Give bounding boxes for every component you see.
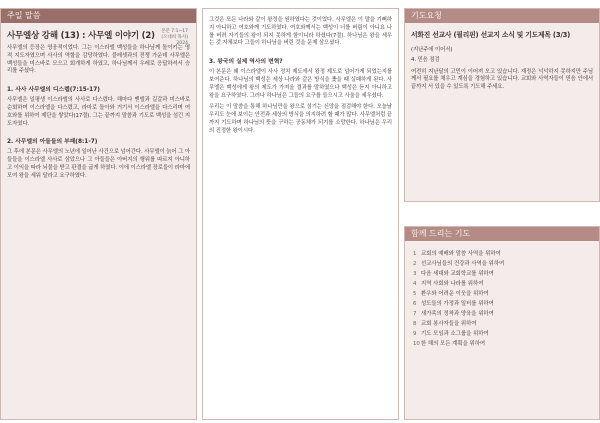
meta-line: 2024 [176, 41, 188, 46]
prayer-item [413, 339, 591, 349]
prayer-item-text: 교회 봉사자들을 위하여 [421, 321, 477, 327]
prayer-item-number: 2 [413, 261, 417, 267]
prayer-item-text: 성도들의 가정과 일터를 위하여 [421, 301, 494, 307]
sermon-intro: 사무엘의 등장은 영웅적이었다. 그는 이스라엘 백성들을 하나님께 돌이키는 영적 지도자였으며 사사의 역할을 감당하였다. 블레셋과의 전쟁 가운데 사무엘은 백성들을 미스바로 모으고 회개하게 하였고, 하나님께서 우레로 응답하셔서 승리를 주셨다. [7, 45, 190, 75]
prayer-item-text: 새가족의 정착과 양육을 위하여 [421, 311, 494, 317]
prayer-item-text: 기도 모임과 소그룹을 위하여 [421, 331, 489, 337]
prayer-list [413, 249, 591, 349]
prayer-card [404, 226, 600, 420]
prayer-item-number: 8 [413, 321, 417, 327]
sermon-section-heading: 2. 사무엘의 아들들의 부패(8:1-7) [7, 139, 98, 146]
prayer-item-number: 4 [413, 281, 417, 287]
meta-line: 본문 7:1~17 [161, 29, 188, 34]
sermon-title: 사무엘상 강해 (13) : 사무엘 이야기 (2) [7, 31, 155, 41]
mission-title: 서화진 선교사 (필리핀) 선교지 소식 및 기도제목 (3/3) [411, 31, 571, 39]
sermon-paragraph: 우리는 이 말씀을 통해 하나님만을 왕으로 섬기는 신앙을 점검해야 한다. 오늘날 우리도 눈에 보이는 안전과 세상의 방식을 의지하려 할 때가 많다. 사무엘처럼 끝까지 기도하며 하나님의 뜻을 구하는 공동체가 되기를 소망한다. 하나님은 우리의 진정한 왕이시다. [209, 104, 392, 134]
prayer-item [413, 289, 591, 299]
prayer-item-number: 3 [413, 271, 417, 277]
prayer-item-text: 선교사님들의 건강과 사역을 위하여 [421, 261, 505, 267]
mission-item-title: 4. 믿음 점검 [411, 56, 440, 63]
prayer-item [413, 299, 591, 309]
prayer-item [413, 259, 591, 269]
prayer-item-text: 환우와 어려운 이웃을 위하여 [421, 291, 489, 297]
prayer-item [413, 329, 591, 339]
sermon-section-heading: 3. 왕국의 실제 역사의 변혁? [209, 59, 283, 66]
prayer-item-text: 지역 사회와 나라를 위하여 [421, 281, 484, 287]
prayer-item [413, 279, 591, 289]
prayer-item-number: 9 [413, 331, 417, 337]
sermon-section-body: 사무엘은 일평생 이스라엘의 사사로 다스렸다. 해마다 벧엘과 길갈과 미스바로 순회하며 이스라엘을 다스렸고, 라마로 돌아와 거기서 이스라엘을 다스리며 여호와를 위하여 제단을 쌓았다(17절). 그는 끝까지 말씀과 기도로 백성을 섬긴 지도자였다. [7, 97, 190, 127]
sermon-panel [0, 8, 197, 420]
meta-line: (오대희 목사) [161, 35, 188, 40]
prayer-item-number: 7 [413, 311, 417, 317]
prayer-item-text: 다음 세대와 교회학교를 위하여 [421, 271, 494, 277]
prayer-item-text: 교회의 예배와 말씀 사역을 위하여 [421, 251, 501, 257]
mission-card [404, 8, 600, 202]
prayer-item-text: 한 해의 모든 계획을 위하여 [421, 341, 486, 347]
section-header: 함께 드리는 기도 [405, 227, 599, 241]
section-header: 주일 말씀 [1, 9, 196, 23]
sermon-meta [161, 29, 188, 47]
prayer-item [413, 269, 591, 279]
prayer-item [413, 319, 591, 329]
prayer-item-number: 10 [413, 341, 420, 347]
prayer-item [413, 249, 591, 259]
sermon-continuation-panel [202, 8, 399, 420]
sermon-paragraph: 그것은 모든 나라와 같이 왕정을 원하였다는 것이었다. 사무엘은 이 말을 기뻐하지 아니하고 여호와께 기도하였다. 여호와께서는 백성이 너를 버림이 아니요 나를 버려 자기들의 왕이 되지 못하게 함이니라 하셨다(7절). 하나님은 왕을 세우는 것 자체보다 그들이 하나님을 버린 것을 문제 삼으셨다. [209, 17, 392, 47]
sermon-section-body: 그 후에 본문은 사무엘의 노년에 일어난 사건으로 넘어간다. 사무엘이 늙어 그 아들들을 이스라엘 사사로 삼았으나 그 아들들은 아버지의 행위를 따르지 아니하고 이익을 따라 뇌물을 받고 판결을 굽게 하였다. 이에 이스라엘 장로들이 라마에 모여 왕을 세워 달라고 요구하였다. [7, 149, 190, 179]
mission-body: 여전히 지난달의 고민이 이어져 오고 있습니다. 재정은 넉넉하지 못하지만 주님께서 필요를 채우고 계심을 경험하고 있습니다. 교회와 사역자들이 믿음 안에서 끝까지 서 있을 수 있도록 기도해 주세요. [411, 68, 593, 91]
mission-subtitle: (지난주에 이어서) [411, 47, 453, 53]
prayer-item-number: 1 [413, 251, 417, 257]
prayer-item [413, 309, 591, 319]
right-column [404, 8, 600, 420]
prayer-item-number: 5 [413, 291, 417, 297]
section-header: 기도요청 [405, 9, 599, 23]
sermon-paragraph: 이 본문은 왜 이스라엘이 사사 정치 제도에서 왕정 제도로 넘어가게 되었는지를 보여준다. 하나님의 백성은 세상 나라와 같은 방식을 좇을 때 실패하게 된다. 사무엘은 백성에게 왕의 제도가 가져올 결과를 말하였으나 백성은 듣지 아니하고 왕을 요구하였다. 그러나 하나님은 그들의 요구를 들으시고 사울을 세우셨다. [209, 69, 392, 99]
sermon-section-heading: 1. 사사 사무엘의 디스렙(7:15-17) [7, 87, 100, 94]
prayer-item-number: 6 [413, 301, 417, 307]
